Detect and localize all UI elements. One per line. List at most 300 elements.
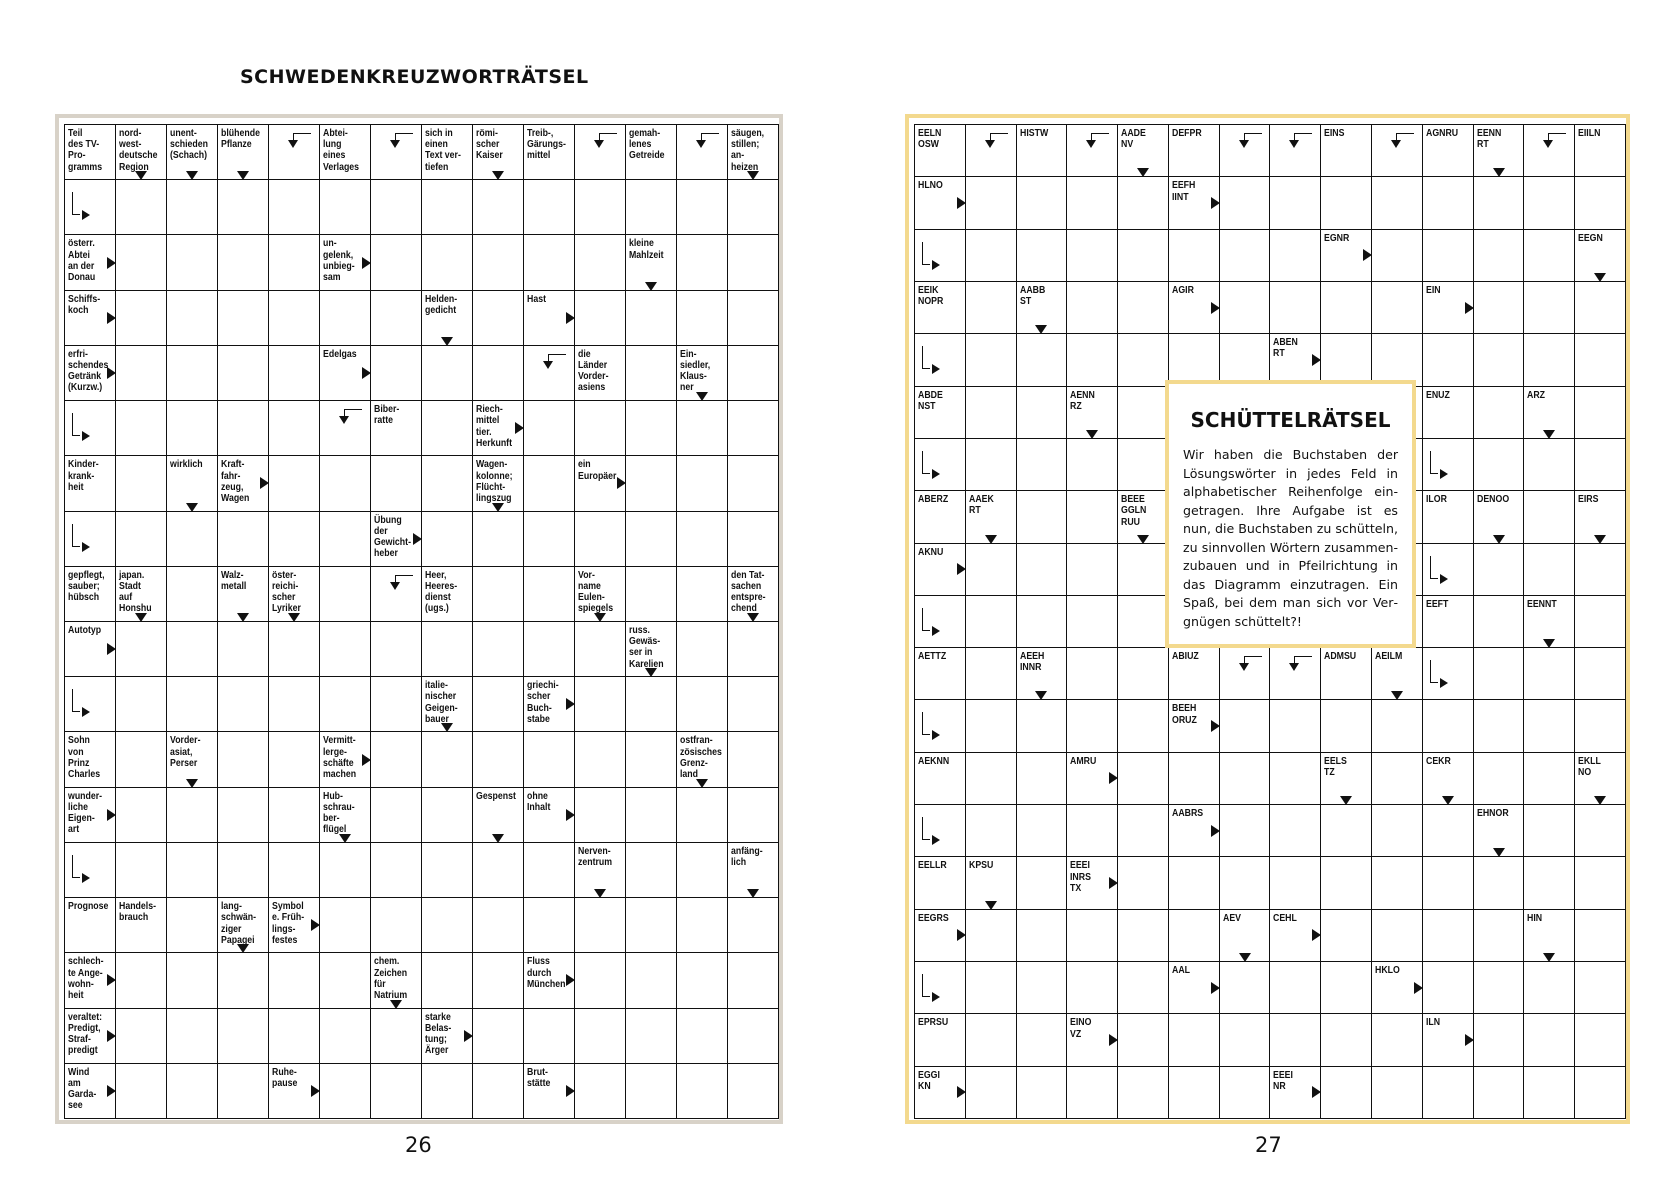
answer-cell[interactable]	[320, 1009, 371, 1064]
answer-cell[interactable]	[524, 567, 575, 622]
answer-cell[interactable]	[1118, 387, 1169, 439]
answer-cell[interactable]	[575, 125, 626, 180]
answer-cell[interactable]	[1017, 544, 1068, 596]
answer-cell[interactable]	[677, 1009, 728, 1064]
answer-cell[interactable]	[728, 512, 779, 567]
answer-cell[interactable]	[269, 235, 320, 290]
answer-cell[interactable]	[116, 677, 167, 732]
answer-cell[interactable]	[422, 456, 473, 511]
answer-cell[interactable]	[167, 788, 218, 843]
answer-cell[interactable]	[473, 291, 524, 346]
answer-cell[interactable]	[1524, 805, 1575, 857]
answer-cell[interactable]	[116, 843, 167, 898]
answer-cell[interactable]	[422, 622, 473, 677]
answer-cell[interactable]	[626, 1009, 677, 1064]
answer-cell[interactable]	[575, 898, 626, 953]
answer-cell[interactable]	[167, 843, 218, 898]
answer-cell[interactable]	[1575, 910, 1626, 962]
answer-cell[interactable]	[1220, 857, 1271, 909]
answer-cell[interactable]	[1372, 857, 1423, 909]
answer-cell[interactable]	[1169, 910, 1220, 962]
answer-cell[interactable]	[1524, 177, 1575, 229]
answer-cell[interactable]	[1169, 230, 1220, 282]
answer-cell[interactable]	[1575, 1067, 1626, 1119]
answer-cell[interactable]	[1321, 700, 1372, 752]
answer-cell[interactable]	[218, 788, 269, 843]
answer-cell[interactable]	[371, 180, 422, 235]
answer-cell[interactable]	[1423, 648, 1474, 700]
answer-cell[interactable]	[1118, 334, 1169, 386]
answer-cell[interactable]	[575, 732, 626, 787]
answer-cell[interactable]	[1118, 910, 1169, 962]
answer-cell[interactable]	[422, 180, 473, 235]
answer-cell[interactable]	[1017, 1014, 1068, 1066]
answer-cell[interactable]	[422, 953, 473, 1008]
answer-cell[interactable]	[1017, 910, 1068, 962]
answer-cell[interactable]	[1169, 334, 1220, 386]
answer-cell[interactable]	[1017, 1067, 1068, 1119]
answer-cell[interactable]	[1118, 1014, 1169, 1066]
answer-cell[interactable]	[371, 1009, 422, 1064]
answer-cell[interactable]	[626, 953, 677, 1008]
answer-cell[interactable]	[1575, 648, 1626, 700]
answer-cell[interactable]	[218, 1009, 269, 1064]
answer-cell[interactable]	[371, 235, 422, 290]
answer-cell[interactable]	[728, 235, 779, 290]
answer-cell[interactable]	[626, 291, 677, 346]
answer-cell[interactable]	[1067, 805, 1118, 857]
answer-cell[interactable]	[626, 898, 677, 953]
answer-cell[interactable]	[320, 456, 371, 511]
answer-cell[interactable]	[1474, 596, 1525, 648]
answer-cell[interactable]	[1169, 753, 1220, 805]
answer-cell[interactable]	[1067, 125, 1118, 177]
answer-cell[interactable]	[1474, 1014, 1525, 1066]
answer-cell[interactable]	[473, 622, 524, 677]
answer-cell[interactable]	[1270, 805, 1321, 857]
answer-cell[interactable]	[1017, 334, 1068, 386]
answer-cell[interactable]	[269, 732, 320, 787]
answer-cell[interactable]	[1270, 125, 1321, 177]
answer-cell[interactable]	[524, 732, 575, 787]
answer-cell[interactable]	[1270, 282, 1321, 334]
answer-cell[interactable]	[269, 1009, 320, 1064]
answer-cell[interactable]	[167, 401, 218, 456]
answer-cell[interactable]	[1575, 387, 1626, 439]
answer-cell[interactable]	[677, 622, 728, 677]
answer-cell[interactable]	[473, 898, 524, 953]
answer-cell[interactable]	[1118, 282, 1169, 334]
answer-cell[interactable]	[1474, 439, 1525, 491]
answer-cell[interactable]	[1118, 596, 1169, 648]
answer-cell[interactable]	[1474, 177, 1525, 229]
answer-cell[interactable]	[1372, 177, 1423, 229]
answer-cell[interactable]	[116, 346, 167, 401]
answer-cell[interactable]	[1220, 962, 1271, 1014]
answer-cell[interactable]	[1524, 648, 1575, 700]
answer-cell[interactable]	[473, 732, 524, 787]
answer-cell[interactable]	[915, 596, 966, 648]
answer-cell[interactable]	[1067, 230, 1118, 282]
answer-cell[interactable]	[677, 567, 728, 622]
answer-cell[interactable]	[116, 512, 167, 567]
answer-cell[interactable]	[473, 677, 524, 732]
answer-cell[interactable]	[269, 677, 320, 732]
answer-cell[interactable]	[915, 439, 966, 491]
answer-cell[interactable]	[677, 843, 728, 898]
answer-cell[interactable]	[1372, 700, 1423, 752]
answer-cell[interactable]	[1474, 544, 1525, 596]
answer-cell[interactable]	[915, 334, 966, 386]
answer-cell[interactable]	[677, 788, 728, 843]
answer-cell[interactable]	[1524, 753, 1575, 805]
answer-cell[interactable]	[320, 1064, 371, 1119]
answer-cell[interactable]	[269, 401, 320, 456]
answer-cell[interactable]	[218, 512, 269, 567]
answer-cell[interactable]	[473, 953, 524, 1008]
answer-cell[interactable]	[626, 567, 677, 622]
answer-cell[interactable]	[116, 1064, 167, 1119]
answer-cell[interactable]	[320, 622, 371, 677]
answer-cell[interactable]	[966, 805, 1017, 857]
answer-cell[interactable]	[371, 346, 422, 401]
answer-cell[interactable]	[269, 291, 320, 346]
answer-cell[interactable]	[1524, 491, 1575, 543]
answer-cell[interactable]	[1017, 439, 1068, 491]
answer-cell[interactable]	[728, 622, 779, 677]
answer-cell[interactable]	[626, 788, 677, 843]
answer-cell[interactable]	[1067, 282, 1118, 334]
answer-cell[interactable]	[1118, 753, 1169, 805]
answer-cell[interactable]	[1220, 230, 1271, 282]
answer-cell[interactable]	[575, 401, 626, 456]
answer-cell[interactable]	[1118, 439, 1169, 491]
answer-cell[interactable]	[116, 622, 167, 677]
answer-cell[interactable]	[371, 622, 422, 677]
answer-cell[interactable]	[1017, 230, 1068, 282]
answer-cell[interactable]	[728, 456, 779, 511]
answer-cell[interactable]	[966, 648, 1017, 700]
answer-cell[interactable]	[65, 180, 116, 235]
answer-cell[interactable]	[626, 1064, 677, 1119]
answer-cell[interactable]	[218, 291, 269, 346]
answer-cell[interactable]	[320, 512, 371, 567]
answer-cell[interactable]	[575, 788, 626, 843]
answer-cell[interactable]	[1270, 962, 1321, 1014]
answer-cell[interactable]	[1474, 1067, 1525, 1119]
answer-cell[interactable]	[1321, 962, 1372, 1014]
answer-cell[interactable]	[167, 898, 218, 953]
answer-cell[interactable]	[677, 401, 728, 456]
answer-cell[interactable]	[1575, 700, 1626, 752]
answer-cell[interactable]	[116, 456, 167, 511]
answer-cell[interactable]	[728, 291, 779, 346]
answer-cell[interactable]	[575, 291, 626, 346]
answer-cell[interactable]	[1067, 491, 1118, 543]
answer-cell[interactable]	[1118, 857, 1169, 909]
answer-cell[interactable]	[1017, 700, 1068, 752]
answer-cell[interactable]	[1474, 910, 1525, 962]
answer-cell[interactable]	[1575, 334, 1626, 386]
answer-cell[interactable]	[1118, 805, 1169, 857]
answer-cell[interactable]	[966, 387, 1017, 439]
answer-cell[interactable]	[1423, 962, 1474, 1014]
answer-cell[interactable]	[1423, 700, 1474, 752]
answer-cell[interactable]	[167, 1009, 218, 1064]
answer-cell[interactable]	[1575, 857, 1626, 909]
answer-cell[interactable]	[320, 567, 371, 622]
answer-cell[interactable]	[626, 456, 677, 511]
answer-cell[interactable]	[371, 456, 422, 511]
answer-cell[interactable]	[473, 1009, 524, 1064]
answer-cell[interactable]	[218, 401, 269, 456]
answer-cell[interactable]	[728, 1009, 779, 1064]
answer-cell[interactable]	[1067, 596, 1118, 648]
answer-cell[interactable]	[1321, 177, 1372, 229]
answer-cell[interactable]	[1474, 230, 1525, 282]
answer-cell[interactable]	[728, 346, 779, 401]
answer-cell[interactable]	[1372, 805, 1423, 857]
answer-cell[interactable]	[1220, 334, 1271, 386]
answer-cell[interactable]	[524, 898, 575, 953]
answer-cell[interactable]	[1524, 1014, 1575, 1066]
answer-cell[interactable]	[371, 291, 422, 346]
answer-cell[interactable]	[1321, 857, 1372, 909]
answer-cell[interactable]	[1524, 230, 1575, 282]
answer-cell[interactable]	[728, 401, 779, 456]
answer-cell[interactable]	[473, 346, 524, 401]
answer-cell[interactable]	[677, 1064, 728, 1119]
answer-cell[interactable]	[524, 512, 575, 567]
answer-cell[interactable]	[1524, 439, 1575, 491]
answer-cell[interactable]	[1017, 962, 1068, 1014]
answer-cell[interactable]	[1575, 177, 1626, 229]
answer-cell[interactable]	[575, 953, 626, 1008]
answer-cell[interactable]	[1423, 439, 1474, 491]
answer-cell[interactable]	[728, 788, 779, 843]
answer-cell[interactable]	[626, 732, 677, 787]
answer-cell[interactable]	[966, 962, 1017, 1014]
answer-cell[interactable]	[575, 1009, 626, 1064]
answer-cell[interactable]	[966, 282, 1017, 334]
answer-cell[interactable]	[320, 180, 371, 235]
answer-cell[interactable]	[1524, 125, 1575, 177]
answer-cell[interactable]	[1118, 230, 1169, 282]
answer-cell[interactable]	[218, 1064, 269, 1119]
answer-cell[interactable]	[728, 677, 779, 732]
answer-cell[interactable]	[1220, 282, 1271, 334]
answer-cell[interactable]	[1372, 230, 1423, 282]
answer-cell[interactable]	[1474, 334, 1525, 386]
answer-cell[interactable]	[1372, 282, 1423, 334]
answer-cell[interactable]	[677, 180, 728, 235]
answer-cell[interactable]	[422, 788, 473, 843]
answer-cell[interactable]	[1220, 1067, 1271, 1119]
answer-cell[interactable]	[116, 235, 167, 290]
answer-cell[interactable]	[1169, 1067, 1220, 1119]
answer-cell[interactable]	[677, 456, 728, 511]
answer-cell[interactable]	[966, 596, 1017, 648]
answer-cell[interactable]	[1575, 962, 1626, 1014]
answer-cell[interactable]	[1575, 596, 1626, 648]
answer-cell[interactable]	[167, 512, 218, 567]
answer-cell[interactable]	[473, 235, 524, 290]
answer-cell[interactable]	[116, 788, 167, 843]
answer-cell[interactable]	[524, 843, 575, 898]
answer-cell[interactable]	[1474, 387, 1525, 439]
answer-cell[interactable]	[626, 512, 677, 567]
answer-cell[interactable]	[1423, 1067, 1474, 1119]
answer-cell[interactable]	[167, 346, 218, 401]
answer-cell[interactable]	[218, 235, 269, 290]
answer-cell[interactable]	[966, 1067, 1017, 1119]
answer-cell[interactable]	[966, 1014, 1017, 1066]
answer-cell[interactable]	[524, 235, 575, 290]
answer-cell[interactable]	[1321, 1067, 1372, 1119]
answer-cell[interactable]	[422, 732, 473, 787]
answer-cell[interactable]	[65, 401, 116, 456]
answer-cell[interactable]	[524, 401, 575, 456]
answer-cell[interactable]	[915, 230, 966, 282]
answer-cell[interactable]	[575, 622, 626, 677]
answer-cell[interactable]	[1372, 125, 1423, 177]
answer-cell[interactable]	[966, 753, 1017, 805]
answer-cell[interactable]	[422, 898, 473, 953]
answer-cell[interactable]	[1118, 962, 1169, 1014]
answer-cell[interactable]	[1067, 700, 1118, 752]
answer-cell[interactable]	[1474, 700, 1525, 752]
answer-cell[interactable]	[320, 291, 371, 346]
answer-cell[interactable]	[524, 180, 575, 235]
answer-cell[interactable]	[728, 732, 779, 787]
answer-cell[interactable]	[1169, 857, 1220, 909]
answer-cell[interactable]	[728, 1064, 779, 1119]
answer-cell[interactable]	[966, 125, 1017, 177]
answer-cell[interactable]	[371, 677, 422, 732]
answer-cell[interactable]	[1524, 962, 1575, 1014]
answer-cell[interactable]	[1017, 387, 1068, 439]
answer-cell[interactable]	[167, 291, 218, 346]
answer-cell[interactable]	[966, 700, 1017, 752]
answer-cell[interactable]	[1220, 805, 1271, 857]
answer-cell[interactable]	[1524, 544, 1575, 596]
answer-cell[interactable]	[473, 843, 524, 898]
answer-cell[interactable]	[167, 953, 218, 1008]
answer-cell[interactable]	[371, 788, 422, 843]
answer-cell[interactable]	[116, 401, 167, 456]
answer-cell[interactable]	[966, 230, 1017, 282]
answer-cell[interactable]	[1372, 910, 1423, 962]
answer-cell[interactable]	[1423, 544, 1474, 596]
answer-cell[interactable]	[371, 898, 422, 953]
answer-cell[interactable]	[677, 898, 728, 953]
answer-cell[interactable]	[1270, 648, 1321, 700]
answer-cell[interactable]	[1524, 334, 1575, 386]
answer-cell[interactable]	[966, 177, 1017, 229]
answer-cell[interactable]	[677, 512, 728, 567]
answer-cell[interactable]	[116, 291, 167, 346]
answer-cell[interactable]	[1118, 544, 1169, 596]
answer-cell[interactable]	[1017, 753, 1068, 805]
answer-cell[interactable]	[524, 456, 575, 511]
answer-cell[interactable]	[320, 843, 371, 898]
answer-cell[interactable]	[1524, 857, 1575, 909]
answer-cell[interactable]	[626, 346, 677, 401]
answer-cell[interactable]	[218, 346, 269, 401]
answer-cell[interactable]	[65, 677, 116, 732]
answer-cell[interactable]	[1220, 1014, 1271, 1066]
answer-cell[interactable]	[626, 843, 677, 898]
answer-cell[interactable]	[1524, 282, 1575, 334]
answer-cell[interactable]	[728, 898, 779, 953]
answer-cell[interactable]	[167, 677, 218, 732]
answer-cell[interactable]	[167, 622, 218, 677]
answer-cell[interactable]	[1067, 334, 1118, 386]
answer-cell[interactable]	[116, 953, 167, 1008]
answer-cell[interactable]	[1321, 334, 1372, 386]
answer-cell[interactable]	[1270, 1014, 1321, 1066]
answer-cell[interactable]	[1474, 753, 1525, 805]
answer-cell[interactable]	[269, 953, 320, 1008]
answer-cell[interactable]	[677, 677, 728, 732]
answer-cell[interactable]	[422, 401, 473, 456]
answer-cell[interactable]	[575, 512, 626, 567]
answer-cell[interactable]	[1423, 910, 1474, 962]
answer-cell[interactable]	[1067, 439, 1118, 491]
answer-cell[interactable]	[575, 235, 626, 290]
answer-cell[interactable]	[1474, 962, 1525, 1014]
answer-cell[interactable]	[167, 180, 218, 235]
answer-cell[interactable]	[422, 843, 473, 898]
answer-cell[interactable]	[626, 401, 677, 456]
answer-cell[interactable]	[320, 401, 371, 456]
answer-cell[interactable]	[167, 1064, 218, 1119]
answer-cell[interactable]	[1220, 648, 1271, 700]
answer-cell[interactable]	[1118, 177, 1169, 229]
answer-cell[interactable]	[320, 677, 371, 732]
answer-cell[interactable]	[524, 622, 575, 677]
answer-cell[interactable]	[1169, 1014, 1220, 1066]
answer-cell[interactable]	[1017, 857, 1068, 909]
answer-cell[interactable]	[966, 334, 1017, 386]
answer-cell[interactable]	[1067, 1067, 1118, 1119]
answer-cell[interactable]	[1474, 282, 1525, 334]
answer-cell[interactable]	[1321, 282, 1372, 334]
answer-cell[interactable]	[1118, 1067, 1169, 1119]
answer-cell[interactable]	[269, 843, 320, 898]
answer-cell[interactable]	[966, 910, 1017, 962]
answer-cell[interactable]	[473, 512, 524, 567]
answer-cell[interactable]	[1423, 230, 1474, 282]
answer-cell[interactable]	[677, 125, 728, 180]
answer-cell[interactable]	[1474, 648, 1525, 700]
answer-cell[interactable]	[1423, 857, 1474, 909]
answer-cell[interactable]	[1372, 1067, 1423, 1119]
answer-cell[interactable]	[1067, 910, 1118, 962]
answer-cell[interactable]	[915, 700, 966, 752]
answer-cell[interactable]	[1372, 334, 1423, 386]
answer-cell[interactable]	[524, 346, 575, 401]
answer-cell[interactable]	[1017, 491, 1068, 543]
answer-cell[interactable]	[269, 622, 320, 677]
answer-cell[interactable]	[1118, 700, 1169, 752]
answer-cell[interactable]	[575, 180, 626, 235]
answer-cell[interactable]	[371, 125, 422, 180]
answer-cell[interactable]	[422, 235, 473, 290]
answer-cell[interactable]	[167, 567, 218, 622]
answer-cell[interactable]	[116, 732, 167, 787]
answer-cell[interactable]	[1372, 753, 1423, 805]
